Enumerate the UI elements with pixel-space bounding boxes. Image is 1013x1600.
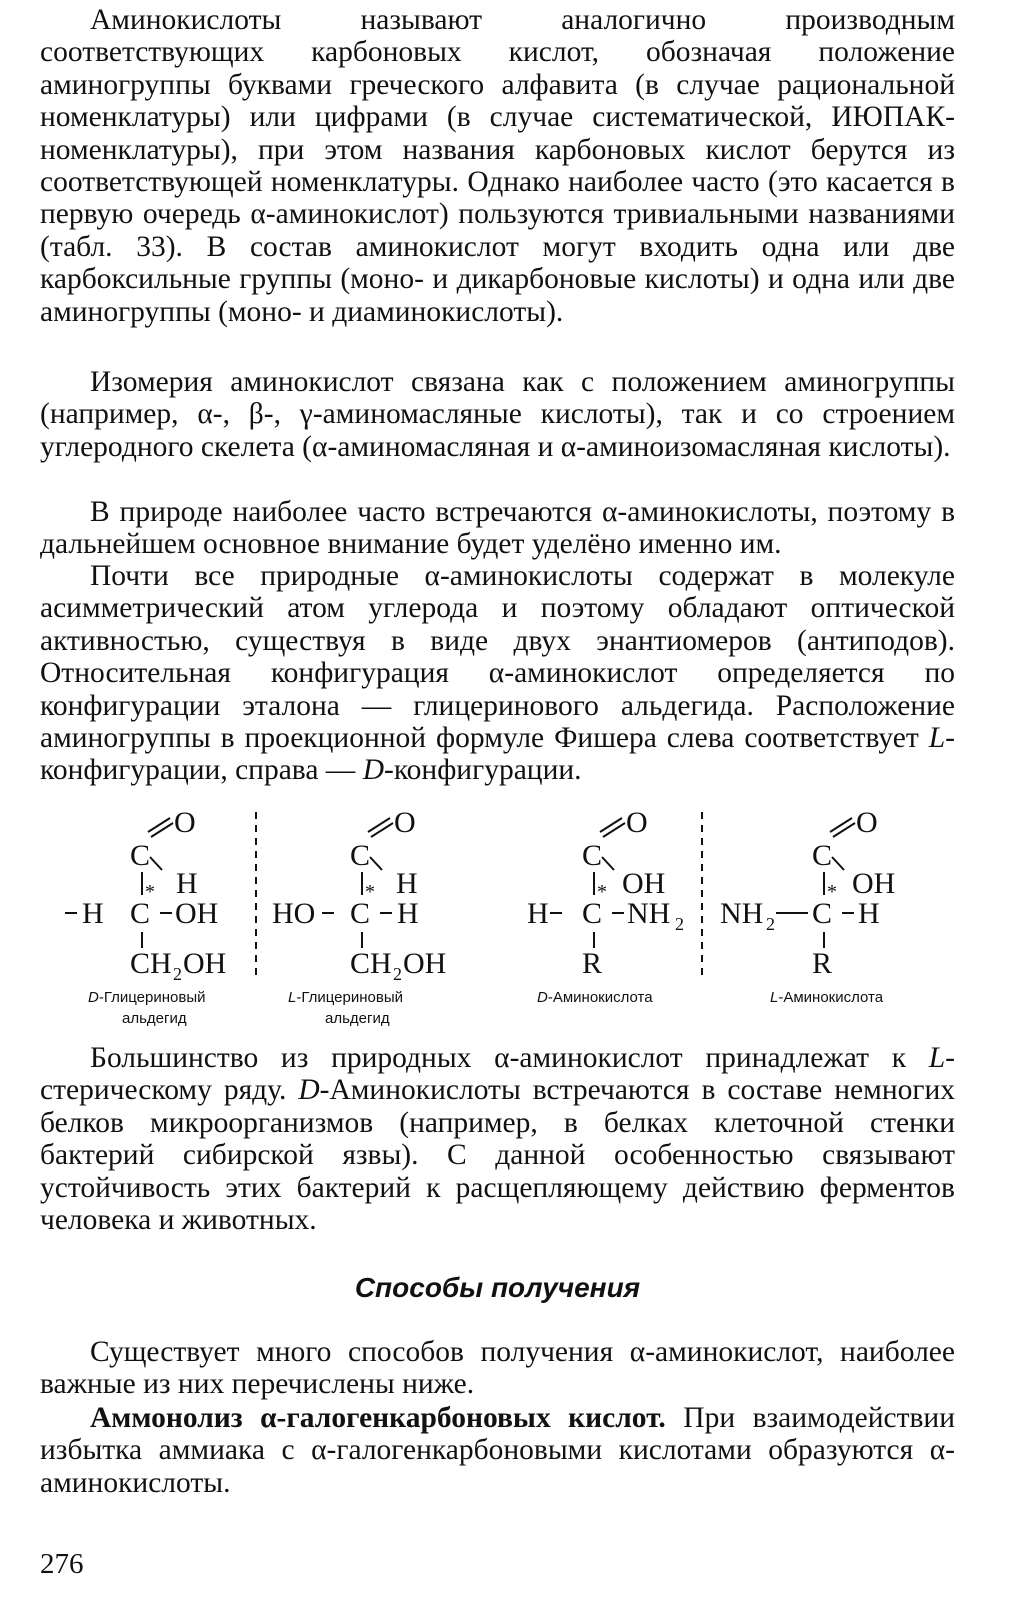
l-amino-acid-structure bbox=[720, 806, 895, 1006]
atom-c: C bbox=[350, 839, 371, 872]
subscript-2: 2 bbox=[173, 964, 182, 984]
atom-o: O bbox=[174, 806, 196, 839]
group-oh: OH bbox=[403, 947, 447, 980]
atom-h: H bbox=[176, 867, 198, 900]
atom-o: O bbox=[626, 806, 648, 839]
atom-c: C bbox=[130, 839, 151, 872]
double-bond bbox=[830, 818, 852, 832]
group-oh: OH bbox=[183, 947, 227, 980]
paragraph-configuration-text-a: Почти все природные α-аминокислоты содержат в молекуле асимметрический атом углерода и поэтому обладают оптической активностью, существуя в виде двух энантиомеров (антиподов). Относительная конфигурация α-аминокислот определяется по конфигурации эталона — глицеринового альдегида. Расположение аминогруппы в проекционной формуле Фишера слева соответствует bbox=[40, 560, 955, 755]
paragraph-nomenclature: Аминокислоты называют аналогично производным соответствующих карбоновых кислот, обозначая положение аминогруппы буквами греческого алфавита (в случае рациональной номенклатуры) или цифрами (в случае систематической, ИЮПАК-номенклатуры), при этом названия карбоновых кислот берутся из соответствующей номенклатуры. Однако наиболее часто (это касается в первую очередь α-аминокислот) пользуются тривиальными названиями (табл. 33). В состав аминокислот могут входить одна или две карбоксильные группы (моно- и дикарбоновые кислоты) и одна или две аминогруппы (моно- и диаминокислоты). bbox=[40, 4, 955, 328]
group-r: R bbox=[582, 947, 603, 980]
atom-o: O bbox=[394, 806, 416, 839]
atom-h: H bbox=[858, 897, 880, 930]
paragraph-methods-intro: Существует много способов получения α-аминокислот, наиболее важные из них перечислены ниже. bbox=[40, 1336, 955, 1401]
bond-line bbox=[832, 857, 844, 870]
bond-line bbox=[370, 857, 382, 870]
atom-h: H bbox=[396, 867, 418, 900]
atom-c: C bbox=[812, 839, 833, 872]
d-amino-acid-structure bbox=[527, 806, 684, 1006]
l-letter: L bbox=[928, 1042, 946, 1074]
bond-line bbox=[602, 857, 614, 870]
group-nh: NH bbox=[720, 897, 764, 930]
chiral-star: * bbox=[827, 881, 837, 903]
group-nh: NH bbox=[627, 897, 671, 930]
atom-h: H bbox=[397, 897, 419, 930]
group-oh: OH bbox=[175, 897, 219, 930]
atom-c: C bbox=[582, 839, 603, 872]
double-bond bbox=[603, 823, 625, 837]
chiral-star: * bbox=[597, 881, 607, 903]
atom-h: H bbox=[527, 897, 549, 930]
paragraph-alpha-amino-acids: В природе наиболее часто встречаются α-аминокислоты, поэтому в дальнейшем основное внимание будет уделёно именно им. bbox=[40, 496, 955, 561]
atom-c: C bbox=[812, 897, 833, 930]
l-letter: L bbox=[928, 722, 946, 755]
double-bond bbox=[371, 823, 393, 837]
bond-line bbox=[150, 857, 162, 870]
d-glyceraldehyde-structure bbox=[65, 806, 226, 1027]
l-glyceraldehyde-structure bbox=[272, 806, 446, 1027]
paragraph-configuration-text-c: -конфигурации. bbox=[384, 754, 582, 787]
group-ho: HO bbox=[272, 897, 316, 930]
paragraph-natural-series-text-b: -стерическому ряду. bbox=[40, 1042, 955, 1107]
atom-c: C bbox=[350, 897, 371, 930]
chiral-star: * bbox=[145, 881, 155, 903]
double-bond bbox=[151, 823, 173, 837]
page-number: 276 bbox=[40, 1548, 84, 1580]
atom-h: H bbox=[82, 897, 104, 930]
atom-o: O bbox=[856, 806, 878, 839]
double-bond bbox=[600, 818, 622, 832]
group-oh: OH bbox=[852, 867, 896, 900]
fischer-projections-figure bbox=[40, 0, 955, 1040]
subscript-2: 2 bbox=[766, 914, 775, 934]
d-letter: D bbox=[362, 754, 384, 787]
caption-l-glyceraldehyde-line1: L-Глицериновый bbox=[288, 989, 403, 1006]
caption-d-glyceraldehyde-line1: D-Глицериновый bbox=[88, 989, 206, 1006]
double-bond bbox=[148, 818, 170, 832]
paragraph-natural-series-text-a: Большинство из природных α-аминокислот принадлежат к bbox=[90, 1042, 929, 1074]
group-r: R bbox=[812, 947, 833, 980]
chiral-star: * bbox=[365, 881, 375, 903]
paragraph-isomerism: Изомерия аминокислот связана как с положением аминогруппы (например, α-, β-, γ-аминомасляные кислоты), так и со строением углеродного скелета (α-аминомасляная и α-аминоизомасляная кислоты). bbox=[40, 366, 955, 463]
atom-c: C bbox=[130, 897, 151, 930]
section-heading: Способы получения bbox=[354, 1272, 641, 1303]
group-oh: OH bbox=[622, 867, 666, 900]
caption-d-amino-acid: D-Аминокислота bbox=[537, 989, 653, 1006]
paragraph-natural-series-text-c: -Аминокислоты встречаются в составе немногих белков микроорганизмов (например, в белках клеточной стенки бактерий сибирской язвы). С данной особенностью связывают устойчивость этих бактерий к расщепляющему действию ферментов человека и животных. bbox=[40, 1074, 955, 1237]
double-bond bbox=[833, 823, 855, 837]
ammonolysis-text: При взаимодействии избытка аммиака с α-галогенкарбоновыми кислотами образуются α-аминокислоты. bbox=[40, 1402, 955, 1499]
caption-l-amino-acid: L-Аминокислота bbox=[770, 989, 884, 1006]
double-bond bbox=[368, 818, 390, 832]
paragraph-configuration-text-b: -конфигурации, справа — bbox=[40, 722, 955, 787]
subscript-2: 2 bbox=[393, 964, 402, 984]
subscript-2: 2 bbox=[675, 914, 684, 934]
paragraph-natural-series bbox=[40, 1042, 955, 1236]
atom-c: C bbox=[582, 897, 603, 930]
ammonolysis-term: Аммонолиз α-галогенкарбоновых кислот. bbox=[90, 1402, 666, 1434]
paragraph-ammonolysis bbox=[40, 1402, 955, 1499]
group-ch: CH bbox=[130, 947, 172, 980]
group-ch: CH bbox=[350, 947, 392, 980]
caption-d-glyceraldehyde-line2: альдегид bbox=[122, 1010, 187, 1027]
d-letter: D bbox=[298, 1074, 320, 1107]
caption-l-glyceraldehyde-line2: альдегид bbox=[325, 1010, 390, 1027]
